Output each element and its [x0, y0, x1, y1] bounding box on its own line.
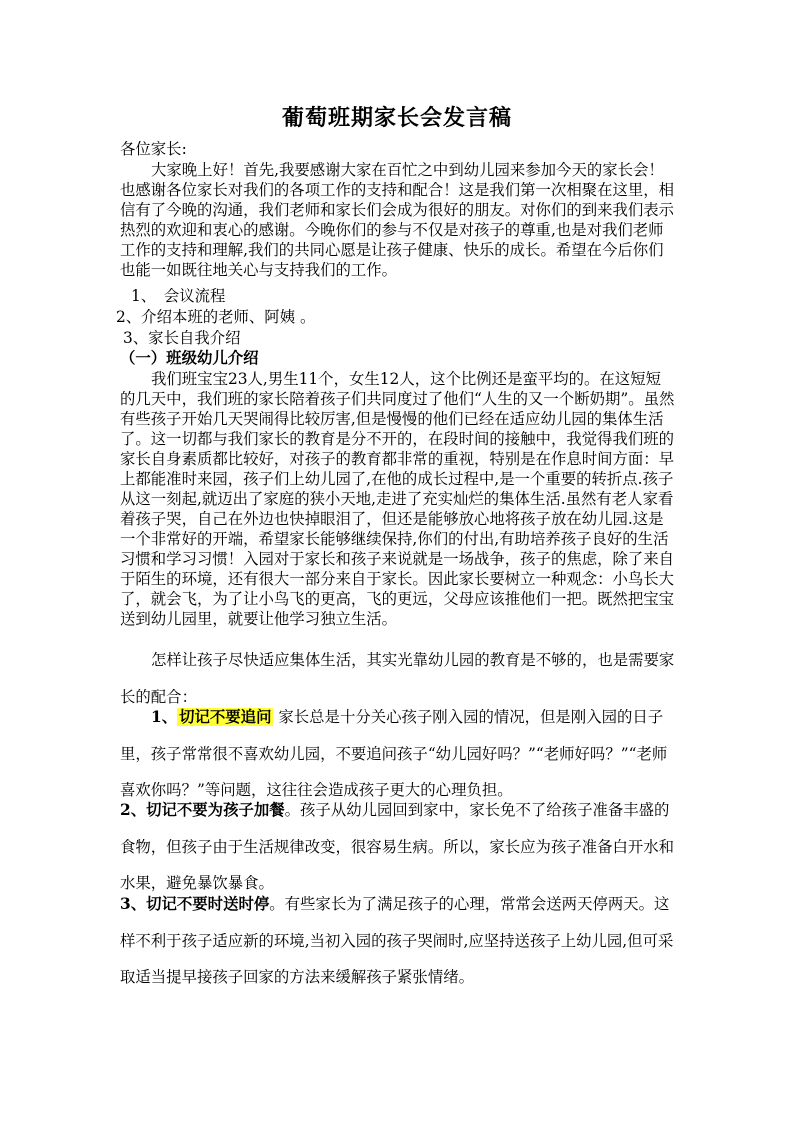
tip-body: 。孩子从幼儿园回到家中，家长免不了给孩子准备丰盛的食物，但孩子由于生活规律改变，很容易生病。所以，家长应为孩子准备白开水和水果，避免暴饮暴食。	[120, 801, 675, 892]
document-title: 葡萄班期家长会发言稿	[281, 105, 512, 131]
tip-number: 1、	[151, 708, 178, 726]
agenda-item: 1、 会议流程	[131, 287, 226, 305]
salutation: 各位家长:	[120, 140, 187, 158]
tip-heading-highlight: 切记不要追问	[179, 708, 272, 726]
tip-item-3	[120, 886, 676, 996]
tip-heading: 切记不要时送时停	[146, 895, 270, 913]
agenda-item: 2、介绍本班的老师、阿姨 。	[116, 308, 316, 326]
class-intro-paragraph: 我们班宝宝23人,男生11个，女生12人，这个比例还是蛮平均的。在这短短的几天中，我们班的家长陪着孩子们共同度过了他们“人生的又一个断奶期”。虽然有些孩子开始几天哭闹得比较厉害,但是慢慢的他们已经在适应幼儿园的集体生活了。这一切都与我们家长的教育是分不开的，在段时间的接触中，我觉得我们班的家长自身素质都比较好，对孩子的教育都非常的重视，特别是在作息时间方面：早上都能准时来园，孩子们上幼儿园了,在他的成长过程中,是一个重要的转折点.孩子从这一刻起,就迈出了家庭的狭小天地,走进了充实灿烂的集体生活.虽然有老人家看着孩子哭，自己在外边也快掉眼泪了，但还是能够放心地将孩子放在幼儿园.这是一个非常好的开端，希望家长能够继续保持,你们的付出,有助培养孩子良好的生活习惯和学习习惯！入园对于家长和孩子来说就是一场战争，孩子的焦虑，除了来自于陌生的环境，还有很大一部分来自于家长。因此家长要树立一种观念：小鸟长大了，就会飞，为了让小鸟飞的更高，飞的更远，父母应该推他们一把。既然把宝宝送到幼儿园里，就要让他学习独立生活。	[120, 370, 675, 628]
tip-body: 。有些家长为了满足孩子的心理，常常会送两天停两天。这样不利于孩子适应新的环境,当初入园的孩子哭闹时,应坚持送孩子上幼儿园,但可采取适当提早接孩子回家的方法来缓解孩子紧张情绪。	[120, 895, 674, 986]
tip-number: 3、	[120, 895, 147, 913]
cooperation-intro: 怎样让孩子尽快适应集体生活，其实光靠幼儿园的教育是不够的，也是需要家长的配合：	[120, 651, 675, 706]
tip-body: 家长总是十分关心孩子刚入园的情况，但是刚入园的日子里，孩子常常很不喜欢幼儿园，不要追问孩子“幼儿园好吗？”“老师好吗？”“老师喜欢你吗？”等问题，这往往会造成孩子更大的心理负担。	[120, 708, 668, 799]
agenda-item: 3、家长自我介绍	[123, 329, 241, 347]
intro-paragraph: 大家晚上好！首先,我要感谢大家在百忙之中到幼儿园来参加今天的家长会！也感谢各位家长对我们的各项工作的支持和配合！这是我们第一次相聚在这里，相信有了今晚的沟通，我们老师和家长们会成为很好的朋友。对你们的到来我们表示热烈的欢迎和衷心的感谢。今晚你们的参与不仅是对孩子的尊重,也是对我们老师工作的支持和理解,我们的共同心愿是让孩子健康、快乐的成长。希望在今后你们也能一如既往地关心与支持我们的工作。	[120, 161, 675, 279]
tip-heading: 切记不要为孩子加餐	[146, 801, 285, 819]
tip-number: 2、	[120, 801, 147, 819]
section-heading: （一）班级幼儿介绍	[120, 349, 259, 367]
